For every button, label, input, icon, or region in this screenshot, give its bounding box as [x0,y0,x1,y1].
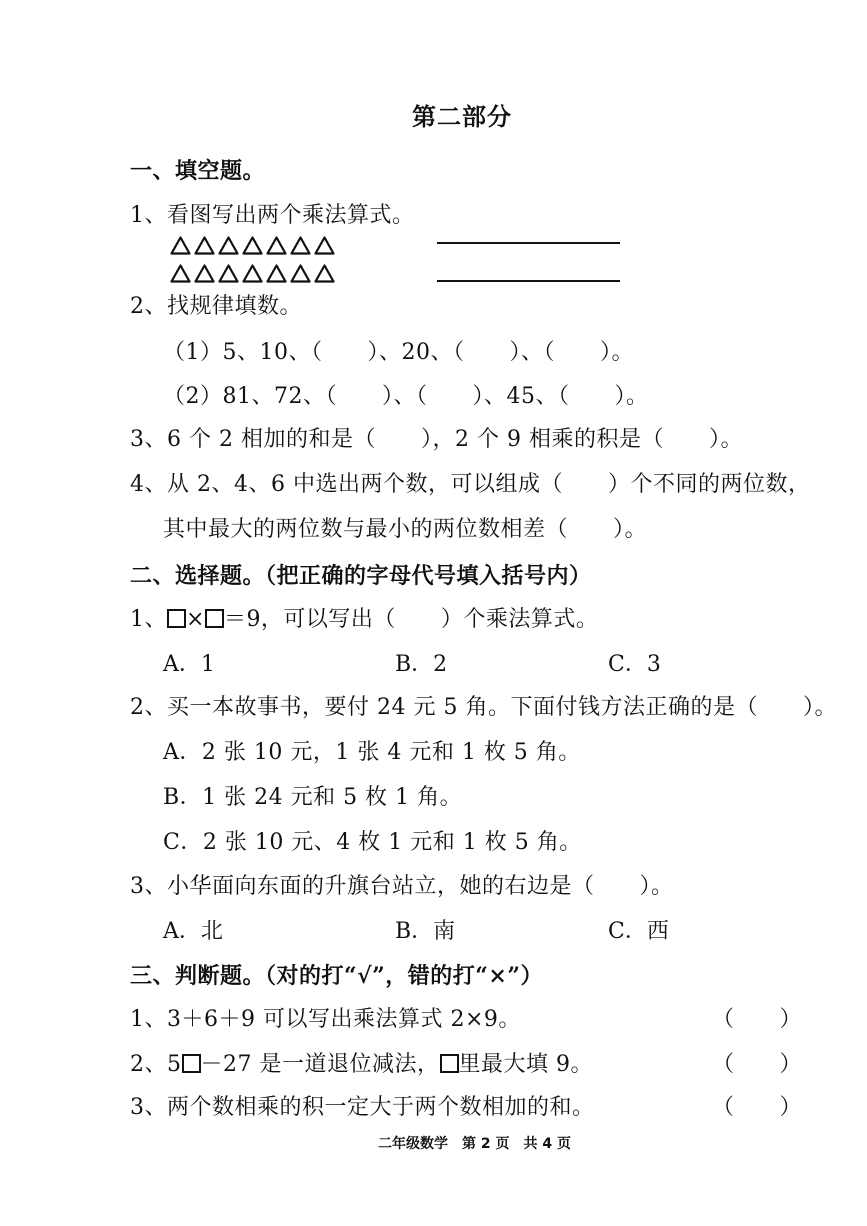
triangle-icon [314,264,335,283]
empty-box-icon [182,1054,201,1073]
triangle-icon [242,236,263,255]
s3-question-3: 3、两个数相乘的积一定大于两个数相加的和。 [130,1095,595,1120]
page-footer: 二年级数学 第 2 页 共 4 页 [378,1136,571,1152]
s3-question-2 [130,1051,593,1079]
s3-q2-mid: －27 是一道退位减法， [200,1052,440,1077]
s1-question-1: 1、看图写出两个乘法算式。 [130,203,415,228]
triangle-row-2 [170,264,335,283]
triangle-icon [266,236,287,255]
s3-q2-end: 里最大填 9。 [458,1052,593,1077]
s3-q3-answer-paren[interactable]: （ ） [712,1095,803,1120]
s3-q2-prefix: 2、5 [130,1052,182,1077]
answer-blank-2[interactable] [437,280,620,282]
triangle-icon [314,236,335,255]
s2-q2-option-c: C．2 张 10 元、4 枚 1 元和 1 枚 5 角。 [163,830,582,855]
s2-q3-option-c: C．西 [608,919,669,944]
s2-question-3: 3、小华面向东面的升旗台站立，她的右边是（ ）。 [130,874,674,899]
s1-question-2-part-1: （1）5、10、（ ）、20、（ ）、（ ）。 [163,340,634,365]
s1-question-2-part-2: （2）81、72、（ ）、（ ）、45、（ ）。 [163,384,649,409]
triangle-icon [218,264,239,283]
s2-q3-option-b: B．南 [395,919,456,944]
s2-question-2: 2、买一本故事书，要付 24 元 5 角。下面付钱方法正确的是（ ）。 [130,695,837,720]
s2-question-1 [130,606,598,634]
page-title: 第二部分 [412,102,512,131]
answer-blank-1[interactable] [437,242,620,244]
triangle-icon [218,236,239,255]
s2-q1-text: ＝9，可以写出（ ）个乘法算式。 [223,607,599,632]
s1-question-4-cont: 其中最大的两位数与最小的两位数相差（ ）。 [163,517,648,542]
triangle-icon [194,264,215,283]
s2-q2-option-a: A．2 张 10 元，1 张 4 元和 1 枚 5 角。 [163,740,581,765]
triangle-icon [290,264,311,283]
s2-q3-option-a: A．北 [163,919,223,944]
s1-question-3: 3、6 个 2 相加的和是（ ），2 个 9 相乘的积是（ ）。 [130,427,743,452]
empty-box-icon [167,609,186,628]
section-2-heading: 二、选择题。（把正确的字母代号填入括号内） [130,563,592,589]
s3-q2-answer-paren[interactable]: （ ） [712,1052,803,1077]
s2-q2-option-b: B．1 张 24 元和 5 枚 1 角。 [163,785,463,810]
empty-box-icon [440,1054,459,1073]
triangle-icon [170,236,191,255]
s3-q1-answer-paren[interactable]: （ ） [712,1007,803,1032]
s2-q1-option-a: A．1 [163,652,215,677]
section-1-heading: 一、填空题。 [130,158,266,184]
triangle-icon [266,264,287,283]
times-sign: × [186,607,205,632]
section-3-heading: 三、判断题。（对的打“√”，错的打“×”） [130,963,544,989]
triangle-icon [242,264,263,283]
s2-q1-option-c: C．3 [608,652,661,677]
s3-question-1: 1、3＋6＋9 可以写出乘法算式 2×9。 [130,1007,521,1032]
s1-question-4: 4、从 2、4、6 中选出两个数，可以组成（ ）个不同的两位数， [130,472,811,497]
triangle-icon [170,264,191,283]
triangle-icon [290,236,311,255]
triangle-row-1 [170,236,335,255]
empty-box-icon [205,609,224,628]
s2-q1-prefix: 1、 [130,607,167,632]
s2-q1-option-b: B．2 [395,652,448,677]
triangle-icon [194,236,215,255]
s1-question-2: 2、找规律填数。 [130,294,302,319]
